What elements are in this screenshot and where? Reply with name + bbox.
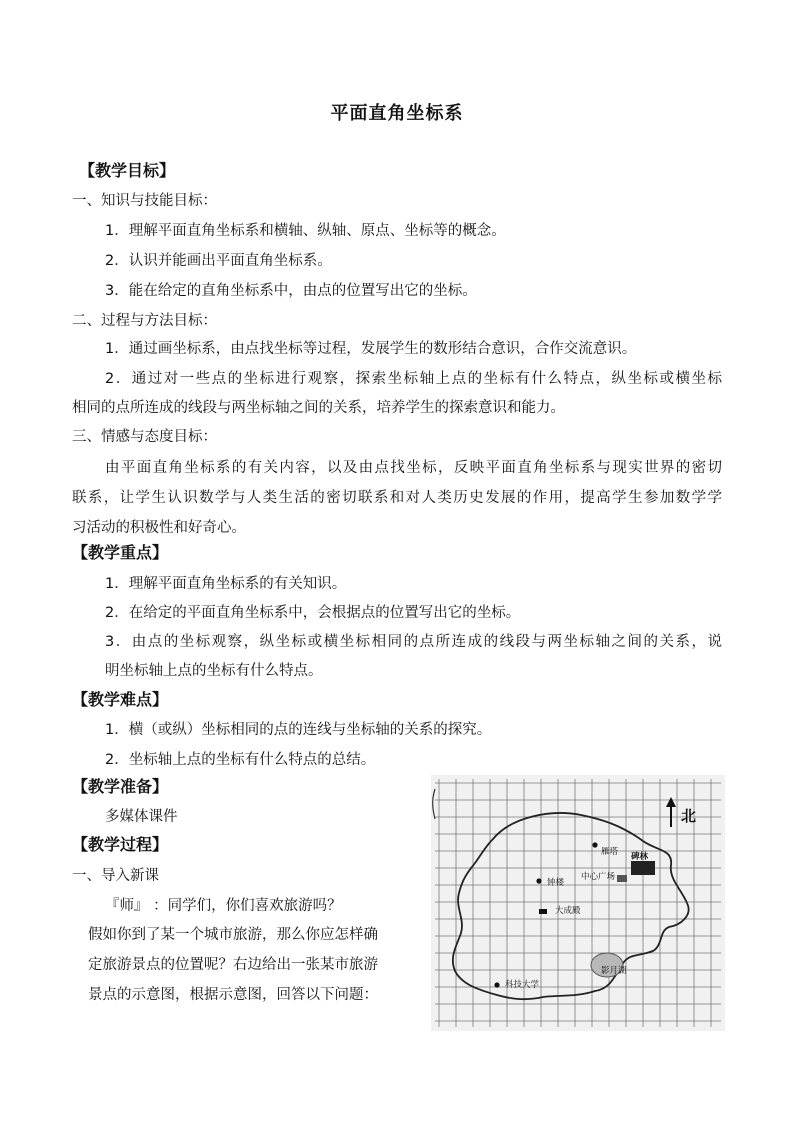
zhongxin-marker — [617, 875, 627, 882]
process-heading: 二、过程与方法目标： — [72, 313, 217, 329]
zhonglou-label: 钟楼 — [547, 878, 565, 888]
difficulties-heading: 【教学难点】 — [72, 690, 169, 709]
emotion-line-2: 联系，让学生认识数学与人类生活的密切联系和对人类历史发展的作用，提高学生参加数学学 — [72, 490, 722, 506]
yanta-marker — [592, 842, 597, 847]
teacher-line: 『师』 ：同学们，你们喜欢旅游吗？ — [105, 898, 342, 914]
emotion-line-3: 习活动的积极性和好奇心。 — [72, 520, 246, 536]
beilin-marker — [631, 861, 655, 875]
key-points-heading: 【教学重点】 — [72, 543, 169, 562]
city-map-figure — [431, 775, 725, 1031]
intro-para-line-2: 定旅游景点的位置呢？右边给出一张某市旅游 — [88, 957, 378, 973]
keji-marker — [494, 982, 499, 987]
knowledge-item-2: 2．认识并能画出平面直角坐标系。 — [105, 253, 332, 269]
page-title: 平面直角坐标系 — [330, 103, 464, 124]
difficulty-2: 2．坐标轴上点的坐标有什么特点的总结。 — [105, 752, 376, 768]
intro-heading: 一、导入新课 — [72, 868, 159, 884]
intro-para-line-1: 假如你到了某一个城市旅游，那么你应怎样确 — [88, 927, 378, 943]
difficulty-1: 1．横（或纵）坐标相同的点的连线与坐标轴的关系的探究。 — [105, 722, 492, 738]
dachengdian-label: 大成殿 — [555, 906, 581, 916]
process-item-2-line-1: 2．通过对一些点的坐标进行观察，探索坐标轴上点的坐标有什么特点，纵坐标或横坐标 — [105, 371, 722, 387]
knowledge-item-3: 3．能在给定的直角坐标系中，由点的位置写出它的坐标。 — [105, 283, 477, 299]
keji-label: 科技大学 — [505, 980, 540, 990]
dachengdian-marker — [539, 909, 547, 914]
knowledge-item-1: 1．理解平面直角坐标系和横轴、纵轴、原点、坐标等的概念。 — [105, 223, 506, 239]
zhonglou-marker — [536, 878, 541, 883]
emotion-line-1: 由平面直角坐标系的有关内容，以及由点找坐标，反映平面直角坐标系与现实世界的密切 — [105, 460, 722, 476]
process-item-2-line-2: 相同的点所连成的线段与两坐标轴之间的关系，培养学生的探索意识和能力。 — [72, 400, 565, 416]
key-point-1: 1．理解平面直角坐标系的有关知识。 — [105, 576, 347, 592]
procedure-heading: 【教学过程】 — [72, 835, 169, 854]
key-point-2: 2．在给定的平面直角坐标系中，会根据点的位置写出它的坐标。 — [105, 605, 521, 621]
key-point-3-line-1: 3．由点的坐标观察，纵坐标或横坐标相同的点所连成的线段与两坐标轴之间的关系，说 — [105, 634, 722, 650]
intro-para-line-3: 景点的示意图，根据示意图，回答以下问题： — [88, 987, 378, 1003]
preparation-text: 多媒体课件 — [105, 809, 178, 825]
knowledge-heading: 一、知识与技能目标： — [72, 193, 217, 209]
key-point-3-line-2: 明坐标轴上点的坐标有什么特点。 — [105, 663, 323, 679]
beilin-label: 碑林 — [631, 852, 649, 862]
yingyuehu-label: 影月湖 — [601, 966, 627, 976]
yanta-label: 雁塔 — [601, 847, 619, 857]
preparation-heading: 【教学准备】 — [72, 777, 169, 796]
north-label: 北 — [681, 807, 697, 825]
process-item-1: 1．通过画坐标系，由点找坐标等过程，发展学生的数形结合意识，合作交流意识。 — [105, 341, 637, 357]
objectives-heading: 【教学目标】 — [79, 161, 176, 180]
zhongxin-label: 中心广场 — [581, 872, 616, 882]
emotion-heading: 三、情感与态度目标： — [72, 429, 217, 445]
